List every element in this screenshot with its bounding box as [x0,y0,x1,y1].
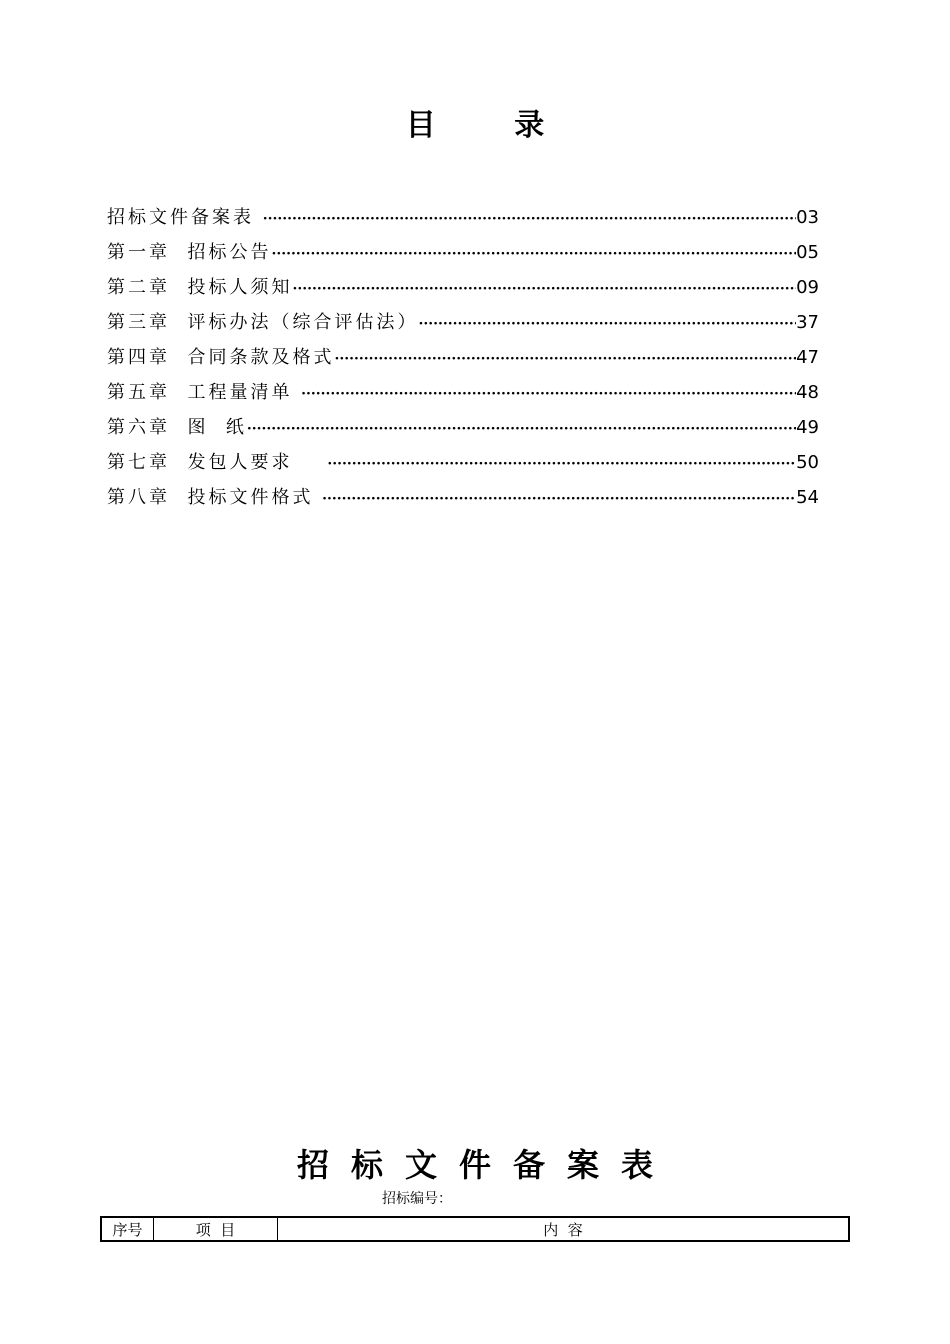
column-header-item: 项 目 [154,1218,278,1240]
toc-entry-page: 49 [796,417,819,438]
toc-entry-label: 第四章 合同条款及格式 [107,347,335,368]
toc-entry-page: 05 [796,242,819,263]
toc-entry-page: 47 [796,347,819,368]
toc-leader-dots [263,202,796,237]
toc-list [107,200,819,515]
toc-entry-page: 54 [796,487,819,508]
toc-entry [107,270,819,305]
toc-entry-label: 第二章 投标人须知 [107,277,293,298]
toc-leader-dots [418,307,796,342]
toc-entry [107,375,819,410]
toc-entry [107,305,819,340]
toc-entry-label: 第五章 工程量清单 [107,382,302,403]
toc-entry [107,200,819,235]
toc-entry-label: 第八章 投标文件格式 [107,487,323,508]
toc-entry-page: 09 [796,277,819,298]
form-table-header [100,1216,850,1242]
toc-entry-page: 03 [796,207,819,228]
toc-entry-label: 第三章 评标办法（综合评估法） [107,312,419,333]
toc-title: 目 录 [405,108,579,143]
toc-leader-dots [301,377,796,412]
toc-leader-dots [247,412,796,447]
tender-number-label: 招标编号： [382,1191,452,1207]
column-header-content: 内 容 [543,1220,583,1239]
toc-entry-label: 第六章 图 纸 [107,417,247,438]
toc-entry [107,340,819,375]
toc-entry-label: 第七章 发包人要求 [107,452,328,473]
toc-entry-label: 招标文件备案表 [107,207,263,228]
toc-entry-label: 第一章 招标公告 [107,242,272,263]
toc-entry [107,410,819,445]
toc-leader-dots [322,482,796,517]
toc-entry-page: 37 [796,312,819,333]
toc-entry-page: 48 [796,382,819,403]
toc-leader-dots [327,447,796,482]
column-header-seq: 序号 [102,1218,154,1240]
toc-leader-dots [271,237,796,272]
toc-leader-dots [334,342,796,377]
toc-entry [107,235,819,270]
toc-entry [107,445,819,480]
toc-entry-page: 50 [796,452,819,473]
toc-leader-dots [292,272,796,307]
toc-entry [107,480,819,515]
form-title: 招标文件备案表 [296,1146,675,1184]
